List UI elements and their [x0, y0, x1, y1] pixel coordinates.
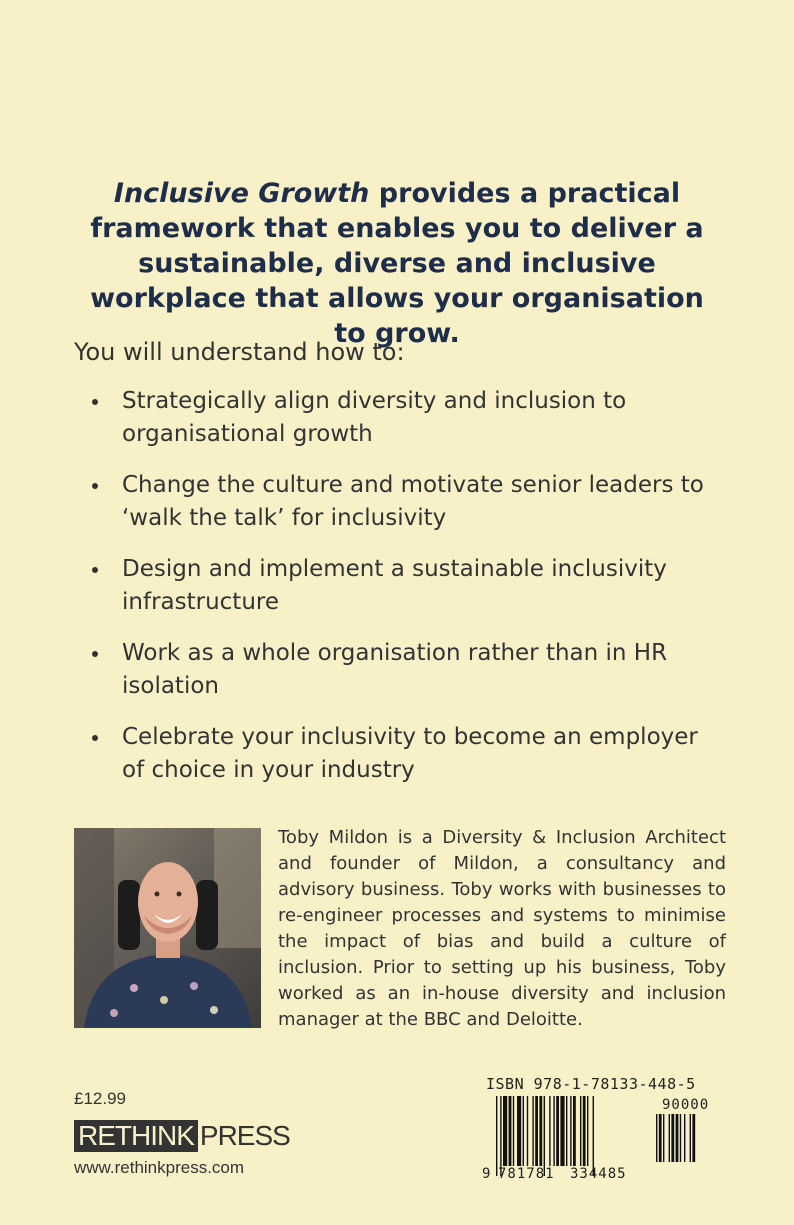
price: £12.99: [74, 1089, 126, 1108]
bullet-icon: [92, 483, 98, 489]
publisher-logo: [74, 1120, 290, 1152]
barcode-digits-right: 334485: [570, 1166, 627, 1182]
list-item: Work as a whole organisation rather than in HR isolation: [74, 637, 714, 703]
headline-text: provides a practical framework that enables you to deliver a sustainable, diverse and inclusive workplace that allows your organisation to grow.: [90, 178, 704, 349]
publisher-logo-text: PRESS: [199, 1120, 290, 1151]
benefit-list: [74, 385, 714, 805]
author-bio: Toby Mildon is a Diversity & Inclusion Architect and founder of Mildon, a consultancy and advisory business. Toby works with businesses to re-engineer processes and systems to minimise the impact of bias and build a culture of inclusion. Prior to setting up his business, Toby worked as an in-house diversity and inclusion manager at the BBC and Deloitte.: [278, 827, 726, 1030]
barcode-price-code: 90000: [662, 1097, 710, 1113]
bullet-icon: [92, 651, 98, 657]
list-item: Design and implement a sustainable inclusivity infrastructure: [74, 553, 714, 619]
author-photo: [74, 828, 261, 1028]
bullet-icon: [92, 735, 98, 741]
back-cover-headline: [80, 176, 714, 351]
isbn-label: ISBN 978-1-78133-448-5: [486, 1075, 696, 1093]
list-item: Strategically align diversity and inclusion to organisational growth: [74, 385, 714, 451]
publisher-url: www.rethinkpress.com: [74, 1158, 245, 1177]
barcode-digits-left: 781781: [498, 1166, 555, 1182]
book-title: Inclusive Growth: [113, 178, 370, 209]
barcode: [478, 1092, 728, 1184]
list-item: Celebrate your inclusivity to become an employer of choice in your industry: [74, 721, 714, 787]
bullet-icon: [92, 567, 98, 573]
barcode-digit-first: 9: [482, 1166, 491, 1182]
publisher-logo-box: RETHINK: [74, 1120, 198, 1152]
bullet-icon: [92, 399, 98, 405]
intro-text: You will understand how to:: [74, 338, 405, 366]
list-item: Change the culture and motivate senior leaders to ‘walk the talk’ for inclusivity: [74, 469, 714, 535]
